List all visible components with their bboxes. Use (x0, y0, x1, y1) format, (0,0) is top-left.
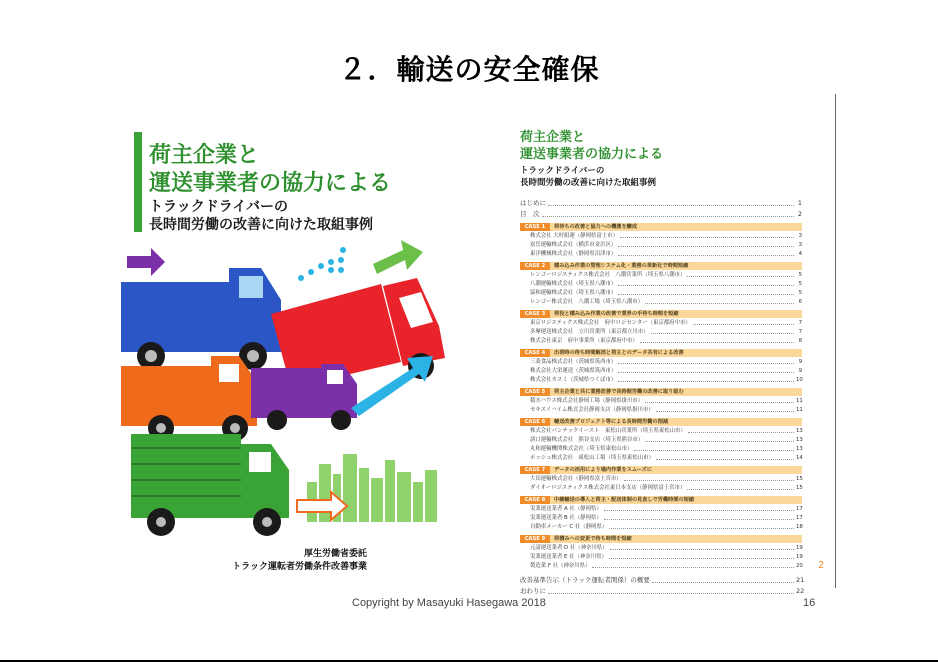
toc-entry (520, 271, 802, 280)
toc-entry (520, 544, 802, 553)
toc-entry (520, 241, 802, 250)
toc-entry (520, 454, 802, 463)
toc-entry-label: 積水ハウス株式会社静岡工場（静岡県掛川市） (530, 398, 644, 404)
toc-entry-page: 20 (796, 563, 803, 569)
toc-entry (520, 319, 802, 328)
toc-entry (520, 328, 802, 337)
toc-entry-page: 9 (798, 359, 802, 365)
toc-entry-page: 2 (797, 210, 802, 218)
toc-entry (520, 397, 802, 406)
toc-entry (520, 484, 802, 493)
orange-truck-icon (121, 356, 257, 441)
toc-entry-label: レンゴー株式会社 八潮工場（埼玉県八潮市） (530, 299, 644, 305)
toc-entry-page: 14 (796, 455, 803, 461)
toc-entry-page: 21 (796, 576, 805, 584)
toc-subtitle-line1: トラックドライバーの (520, 166, 605, 176)
toc-case-header (520, 222, 802, 232)
case-heading: 輸送改善プロジェクト等による長時間労働の削減 (550, 418, 802, 426)
case-heading: 積み込み作業の管理システム化・業務の革新化で時間短縮 (550, 262, 802, 270)
toc-entry (520, 514, 802, 523)
toc-entry-page: 19 (796, 554, 803, 560)
toc-entry-page: 17 (796, 506, 803, 512)
toc-leader-dots (620, 232, 794, 238)
case-heading: 荷待ちの改善と協力への機運を醸成 (550, 223, 802, 231)
toc-entry (520, 586, 805, 597)
toc-entry-label: 株式会社大栄運送（茨城県筑西市） (530, 368, 617, 374)
toc-entry (520, 298, 802, 307)
toc-entry (520, 436, 802, 445)
case-tag: CASE 7 (520, 466, 550, 474)
blue-truck-icon (121, 268, 281, 370)
toc-entry-page: 19 (796, 545, 803, 551)
toc-entry-page: 15 (796, 476, 803, 482)
toc-leader-dots (618, 241, 794, 247)
toc-entry (520, 427, 802, 436)
case-heading: 荷積みへの変更で待ち時間を短縮 (550, 535, 802, 543)
toc-leader-dots (656, 406, 794, 412)
cover-subtitle-line1: トラックドライバーの (149, 199, 289, 215)
case-heading: 荷主企業と共に業務改善で長時間労働の改善に取り組む (550, 388, 802, 396)
purple-arrow-icon (127, 248, 165, 276)
toc-case-header (520, 495, 802, 505)
toc-leader-dots (645, 397, 794, 403)
toc-entry (520, 232, 802, 241)
toc-entry-label: 実業運送業者 A 社（静岡県） (530, 506, 602, 512)
toc-entry-page: 3 (798, 242, 802, 248)
toc-entry-label: 自動車メーカー C 社（静岡県） (530, 524, 608, 530)
toc-leader-dots (610, 544, 794, 550)
toc-leader-dots (652, 575, 794, 583)
toc-leader-dots (656, 454, 794, 460)
toc-entry-page: 4 (798, 251, 802, 257)
toc-entry-page: 22 (796, 587, 805, 595)
toc-entry-page: 6 (798, 299, 802, 305)
toc-page-number: 2 (818, 560, 825, 571)
toc-entry-label: 株式会社パンテックイースト 東松山営業所（埼玉県東松山市） (530, 428, 686, 434)
toc-title-line2: 運送事業者の協力による (520, 147, 664, 162)
toc-entry-page: 1 (797, 199, 802, 207)
toc-leader-dots (548, 198, 794, 206)
green-truck-icon (131, 434, 289, 536)
toc-entry-page: 13 (796, 437, 803, 443)
toc-leader-dots (618, 376, 794, 382)
toc-entry (520, 475, 802, 484)
toc-leader-dots (688, 427, 794, 433)
toc-entry-page: 5 (798, 272, 802, 278)
toc-leader-dots (592, 562, 794, 568)
toc-leader-dots (687, 271, 794, 277)
toc-entry-page: 7 (798, 329, 802, 335)
case-tag: CASE 9 (520, 535, 550, 543)
toc-entry (520, 289, 802, 298)
toc-entry-page: 9 (798, 368, 802, 374)
case-heading: 中継輸送の導入と荷主・配送体制の見直しで労働時間の短縮 (550, 496, 802, 504)
toc-entry (520, 553, 802, 562)
toc-entry-page: 18 (796, 524, 803, 530)
toc-leader-dots (604, 514, 794, 520)
toc-case-header (520, 465, 802, 475)
toc-entries (520, 198, 805, 597)
toc-entry-label: ポッシュ株式会社 東松山工場（埼玉県東松山市） (530, 455, 654, 461)
green-arrow-icon (373, 240, 423, 274)
purple-truck-icon (251, 364, 357, 430)
toc-entry-label: 実業運送業者 B 社（静岡県） (530, 515, 602, 521)
toc-entry-label: はじめに (520, 199, 546, 207)
bottom-divider (0, 660, 938, 662)
toc-entry-page: 3 (798, 233, 802, 239)
toc-entry-page: 15 (796, 485, 803, 491)
toc-entry (520, 505, 802, 514)
toc-entry-label: 東京ロジスティクス株式会社 府中ロジセンター（東京都府中市） (530, 320, 691, 326)
toc-entry-page: 17 (796, 515, 803, 521)
toc-entry-label: 大田運輸株式会社（静岡県富士宮市） (530, 476, 622, 482)
toc-divider (835, 94, 836, 588)
toc-entry-page: 7 (798, 320, 802, 326)
toc-entry-label: レンゴーロジスティクス株式会社 八潮営業所（埼玉県八潮市） (530, 272, 686, 278)
toc-entry-page: 5 (798, 290, 802, 296)
toc-entry (520, 198, 802, 209)
slide-number: 16 (803, 597, 816, 609)
toc-entry-label: 丸和運輸機関株式会社（埼玉県東松山市） (530, 446, 633, 452)
case-heading: データの活用により場内作業をスムーズに (550, 466, 802, 474)
toc-entry-label: 東洋機械株式会社（静岡県沼津市） (530, 251, 617, 257)
toc-entry (520, 358, 802, 367)
toc-entry-page: 10 (796, 377, 803, 383)
copyright-footer: Copyright by Masayuki Hasegawa 2018 (352, 597, 546, 609)
toc-entry (520, 250, 802, 259)
toc-leader-dots (624, 475, 794, 481)
case-tag: CASE 1 (520, 223, 550, 231)
toc-subtitle-line2: 長時間労働の改善に向けた取組事例 (520, 178, 657, 188)
toc-leader-dots (604, 505, 794, 511)
toc-entry-page: 5 (798, 281, 802, 287)
toc-entry (520, 575, 805, 586)
toc-leader-dots (687, 484, 794, 490)
toc-entry-page: 13 (796, 446, 803, 452)
toc-entry-label: セキスイハイム株式会社静岡支店（静岡県掛川市） (530, 407, 654, 413)
case-tag: CASE 5 (520, 388, 550, 396)
slide-title: ２．輸送の安全確保 (338, 53, 600, 86)
toc-entry-label: おわりに (520, 587, 546, 595)
toc-entry (520, 445, 802, 454)
dotted-arrow-icon (298, 247, 346, 281)
cover-accent-bar (134, 132, 142, 232)
toc-leader-dots (609, 553, 794, 559)
toc-leader-dots (618, 367, 794, 373)
toc-leader-dots (618, 358, 794, 364)
toc-entry-label: 株式会社東京 府中事業所（東京都府中市） (530, 338, 638, 344)
toc-entry (520, 376, 802, 385)
toc-entry-label: 実業運送業者 E 社（神奈川県） (530, 554, 607, 560)
toc-leader-dots (693, 319, 794, 325)
toc-entry-label: 諸口運輸株式会社 熊谷支店（埼玉県熊谷市） (530, 437, 644, 443)
report-cover (121, 126, 455, 577)
case-heading: 出荷時の待ち時間解消と荷主とのデータ共有による改善 (550, 349, 802, 357)
toc-entry-page: 11 (796, 407, 803, 413)
toc-entry-page: 8 (798, 338, 802, 344)
toc-leader-dots (645, 298, 794, 304)
toc-title-line1: 荷主企業と (520, 130, 586, 145)
table-of-contents-page (514, 126, 805, 595)
toc-case-header (520, 534, 802, 544)
toc-case-header (520, 387, 802, 397)
case-tag: CASE 6 (520, 418, 550, 426)
toc-entry-label: 改善基準告示（トラック運転者関係）の概要 (520, 576, 650, 584)
toc-entry-label: 目 次 (520, 210, 540, 218)
toc-leader-dots (618, 250, 794, 256)
toc-entry-label: 富岳運輸株式会社（横浜市金沢区） (530, 242, 617, 248)
toc-leader-dots (640, 337, 794, 343)
toc-entry (520, 523, 802, 532)
case-tag: CASE 4 (520, 349, 550, 357)
toc-entry-label: 株式会社 大村組運（静岡県富士市） (530, 233, 618, 239)
cover-title-line2: 運送事業者の協力による (149, 171, 392, 196)
case-heading: 荷役と積み込み作業の改善で業界の手待ち時間を短縮 (550, 310, 802, 318)
toc-entry-label: 三菱食品株式会社（茨城県筑西市） (530, 359, 617, 365)
case-tag: CASE 2 (520, 262, 550, 270)
toc-entry (520, 209, 802, 220)
toc-entry-label: 元請運送業者 D 社（神奈川県） (530, 545, 608, 551)
toc-entry-page: 11 (796, 398, 803, 404)
toc-leader-dots (542, 209, 795, 217)
toc-leader-dots (651, 328, 794, 334)
cover-subtitle-line2: 長時間労働の改善に向けた取組事例 (149, 217, 373, 233)
toc-entry-label: ダイオーロジスティクス株式会社東日本支店（静岡県富士宮市） (530, 485, 686, 491)
toc-entry (520, 337, 802, 346)
toc-entry (520, 406, 802, 415)
cover-title-line1: 荷主企業と (149, 143, 260, 168)
toc-case-header (520, 348, 802, 358)
toc-entry (520, 562, 802, 571)
toc-entry (520, 280, 802, 289)
toc-entry-page: 13 (796, 428, 803, 434)
toc-leader-dots (645, 436, 794, 442)
toc-entry-label: 多摩運送株式会社 立川営業所（東京都立川市） (530, 329, 649, 335)
toc-entry-label: 株式会社カスミ（茨城県つくば市） (530, 377, 617, 383)
toc-leader-dots (634, 445, 794, 451)
toc-leader-dots (609, 523, 794, 529)
toc-entry-label: 協和運輸株式会社（埼玉県八潮市） (530, 290, 617, 296)
toc-case-header (520, 309, 802, 319)
toc-leader-dots (618, 289, 794, 295)
toc-entry-label: 製造業 F 社（神奈川県） (530, 563, 591, 569)
cover-publisher-line2: トラック運転者労働条件改善事業 (232, 562, 367, 572)
toc-leader-dots (618, 280, 794, 286)
toc-entry (520, 367, 802, 376)
cover-publisher-line1: 厚生労働省委託 (303, 549, 367, 559)
toc-case-header (520, 261, 802, 271)
case-tag: CASE 3 (520, 310, 550, 318)
toc-leader-dots (548, 586, 794, 594)
toc-case-header (520, 417, 802, 427)
case-tag: CASE 8 (520, 496, 550, 504)
cover-truck-illustration (121, 238, 455, 538)
toc-entry-label: 八潮運輸株式会社（埼玉県八潮市） (530, 281, 617, 287)
